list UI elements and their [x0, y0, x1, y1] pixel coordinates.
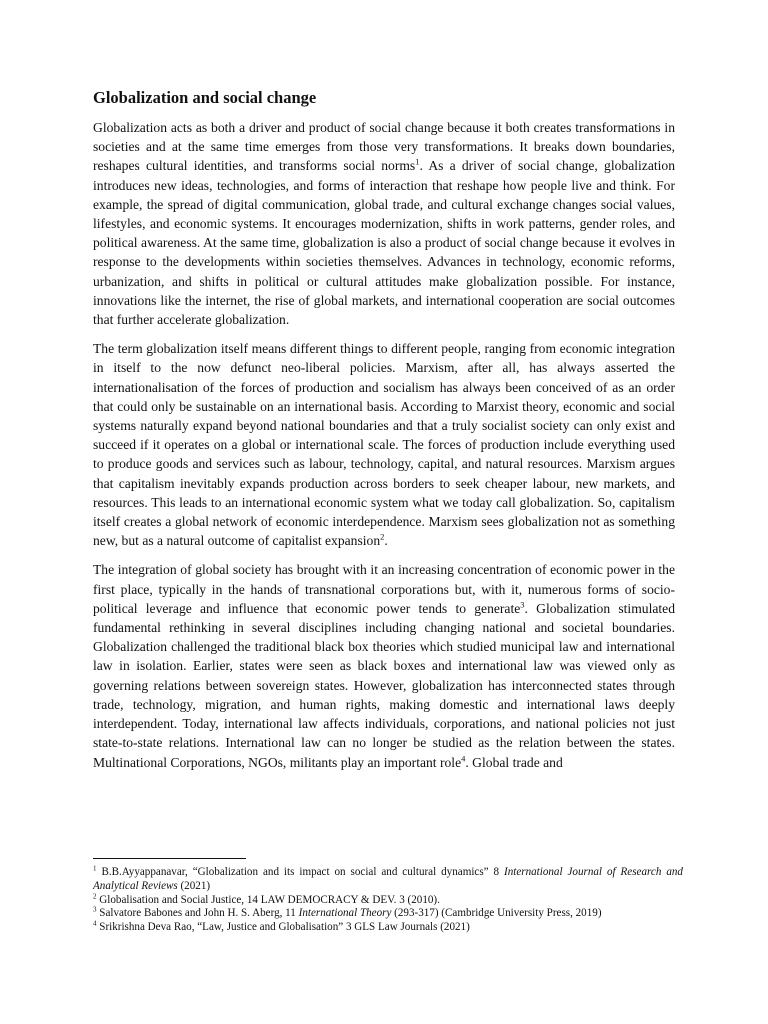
footnote-1 [93, 866, 683, 894]
footnote-divider [93, 858, 246, 859]
footnote-4 [93, 921, 683, 935]
paragraph-3-text-c: . Global trade and [465, 754, 563, 770]
section-heading: Globalization and social change [93, 88, 317, 107]
paragraph-1 [93, 118, 675, 329]
footnote-ref-3[interactable]: 3 [520, 599, 525, 610]
paragraph-3 [93, 560, 675, 771]
footnote-text: B.B.Ayyappanavar, “Globalization and its impact on social and cultural dynamics” 8 [96, 866, 505, 878]
footnote-italic: International Journal of Research and Analytical Reviews [93, 866, 683, 892]
footnotes [93, 866, 683, 935]
footnote-number: 3 [93, 905, 97, 914]
footnote-ref-1[interactable]: 1 [415, 156, 420, 167]
footnote-text: Globalisation and Social Justice, 14 LAW DEMOCRACY & DEV. 3 (2010). [96, 893, 440, 906]
paragraph-2 [93, 339, 675, 550]
paragraph-1-text-b: . As a driver of social change, globalization introduces new ideas, technologies, and forms of interaction that reshape how people live and think. For example, the spread of digital communication, global trade, and cultural exchange changes social values, lifestyles, and economic systems. It encourages modernization, shifts in work patterns, gender roles, and political awareness. At the same time, globalization is also a product of social change because it evolves in response to the developments within societies themselves. Advances in technology, economic reforms, urbanization, and shifts in political or cultural attitudes make globalization possible. For instance, innovations like the internet, the rise of global markets, and international cooperation are social outcomes that further accelerate globalization. [93, 158, 675, 328]
footnote-3 [93, 907, 683, 921]
footnote-ref-4[interactable]: 4 [461, 752, 466, 763]
footnote-ref-2[interactable]: 2 [380, 531, 385, 542]
paragraph-2-text-a: The term globalization itself means different things to different people, ranging from economic integration in itself to the now defunct neo-liberal policies. Marxism, after all, has always asserted the internationalisation of the forces of production and socialism has always been conceived of as an order that could only be sustainable on an international basis. According to Marxist theory, economic and social systems naturally expand beyond national boundaries and that a truly socialist society can only exist and succeed if it operates on a global or international scale. The forces of production include everything used to produce goods and services such as labour, technology, capital, and natural resources. Marxism argues that capitalism inevitably expands production across borders to seek cheaper labour, new markets, and resources. This leads to an international economic system what we today call globalization. So, capitalism itself creates a global network of economic interdependence. Marxism sees globalization not as something new, but as a natural outcome of capitalist expansion [93, 341, 675, 549]
footnote-number: 4 [93, 919, 97, 928]
paragraph-3-text-a: The integration of global society has brought with it an increasing concentration of economic power in the first place, typically in the hands of transnational corporations but, with it, numerous forms of socio-political leverage and influence that economic power tends to generate [93, 562, 675, 616]
paragraph-3-text-b: . Globalization stimulated fundamental rethinking in several disciplines including changing national and societal boundaries. Globalization challenged the traditional black box theories which studied municipal law and international law in isolation. Earlier, states were seen as black boxes and international law was viewed only as governing relations between sovereign states. However, globalization has interconnected states through trade, technology, migration, and human rights, making domestic and international laws deeply interdependent. Today, international law affects individuals, corporations, and national policies not just state-to-state relations. International law can no longer be studied as the relation between the states. Multinational Corporations, NGOs, militants play an important role [93, 600, 675, 770]
footnote-text-post: (293-317) (Cambridge University Press, 2019) [391, 907, 602, 920]
footnote-text-post: (2021) [177, 879, 211, 892]
paragraph-1-text-a: Globalization acts as both a driver and product of social change because it both creates transformations in societies and at the same time emerges from those very transformations. It breaks down boundaries, reshapes cultural identities, and transforms social norms [93, 120, 675, 174]
footnote-number: 2 [93, 891, 97, 900]
footnote-2 [93, 891, 683, 908]
paragraph-2-text-b: . [384, 533, 388, 549]
footnote-number: 1 [93, 864, 97, 873]
footnote-text: Salvatore Babones and John H. S. Aberg, 11 [96, 907, 299, 920]
footnote-text: Srikrishna Deva Rao, “Law, Justice and Globalisation” 3 GLS Law Journals (2021) [96, 921, 470, 934]
footnote-italic: International Theory [298, 907, 392, 920]
main-content [93, 88, 675, 782]
